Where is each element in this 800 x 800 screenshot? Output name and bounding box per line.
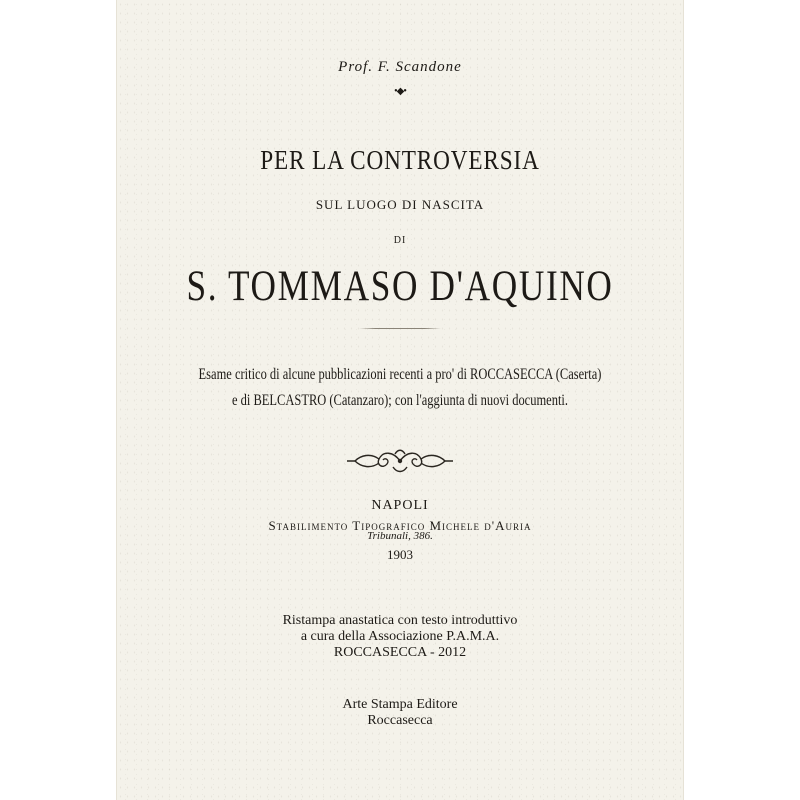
author-name: Prof. F. Scandone	[338, 59, 462, 75]
title-line-1: PER LA CONTROVERSIA	[260, 145, 540, 175]
divider-rule	[359, 328, 441, 329]
book-cover	[117, 0, 683, 800]
subtitle: SUL LUOGO DI NASCITA	[315, 197, 485, 212]
imprint-printer: Stabilimento Tipografico Michele d'Auria	[268, 518, 532, 533]
title-connector: DI	[393, 235, 407, 246]
imprint-city: NAPOLI	[371, 498, 429, 513]
reprint-line-1: Ristampa anastatica con testo introduttivo	[282, 613, 518, 628]
title-line-2: S. TOMMASO D'AQUINO	[186, 263, 614, 310]
small-ornament-icon: •◆•	[394, 86, 406, 97]
publisher-name: Arte Stampa Editore	[342, 697, 458, 712]
description-line-1: Esame critico di alcune pubblicazioni recenti a pro' di ROCCASECCA (Caserta)	[198, 366, 602, 383]
imprint-address: Tribunali, 386.	[367, 530, 433, 542]
ornament-icon	[345, 445, 455, 477]
imprint-year: 1903	[387, 547, 413, 562]
description-line-2: e di BELCASTRO (Catanzaro); con l'aggiunta di nuovi documenti.	[231, 392, 569, 409]
reprint-line-2: a cura della Associazione P.A.M.A.	[300, 629, 500, 644]
publisher-place: Roccasecca	[367, 713, 433, 728]
reprint-line-3: ROCCASECCA - 2012	[333, 645, 467, 660]
